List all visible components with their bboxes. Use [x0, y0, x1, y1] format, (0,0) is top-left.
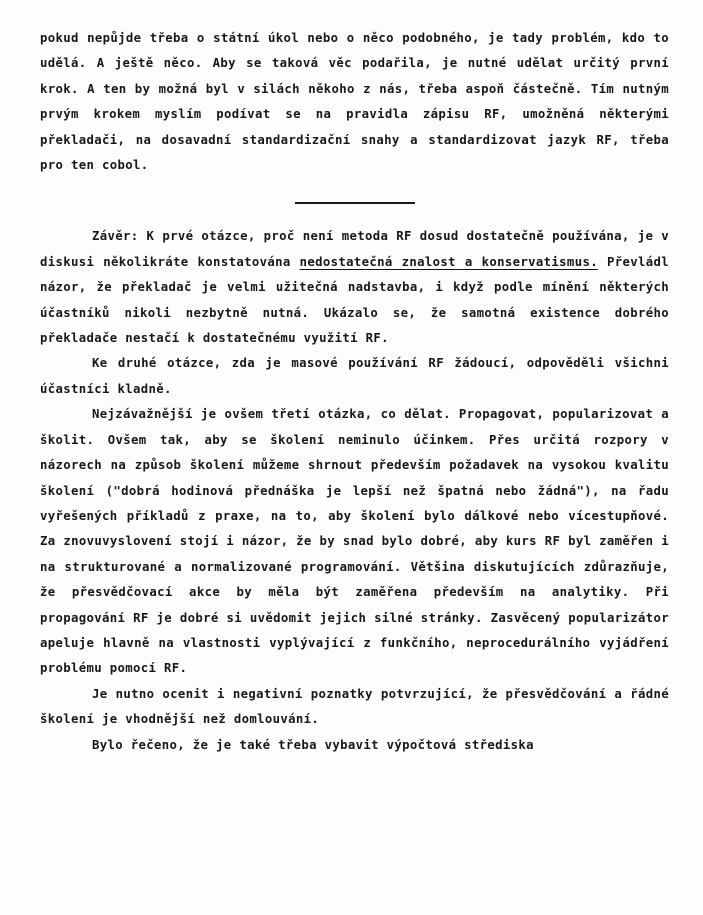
paragraph-treti-otazka: Nejzávažnější je ovšem třetí otázka, co dělat. Propagovat, popularizovat a školit. Ovšem tak, aby se školení neminulo účinkem. Přes určitá rozpory v názorech na způsob školení můžeme shrnout především požadavek na vysokou kvalitu školení ("dobrá hodinová přednáška je lepší než špatná nebo žádná"), na řadu vyřešených příkladů z praxe, na to, aby školení bylo dálkové nebo vícestupňové. Za znovuvyslovení stojí i názor, že by snad bylo dobré, aby kurs RF byl zaměřen i na strukturované a normalizované programování. Většina diskutujících zdůrazňuje, že přesvědčovací akce by měla být zaměřena především na analytiky. Při propagování RF je dobré si uvědomit jejich silné stránky. Zasvěcený popularizátor apeluje hlavně na vlastnosti vyplývající z funkčního, neprocedurálního vyjádření problému pomocí RF. — [40, 407, 669, 676]
section-divider — [40, 188, 669, 218]
zaver-text-after: Převládl názor, že překladač je velmi užitečná nadstavba, i když podle mínění některých účastníků nikoli nezbytně nutná. Ukázalo se, že samotná existence dobrého překladače nestačí k dostatečnému využití RF. — [40, 254, 669, 346]
horizontal-rule — [295, 202, 415, 204]
zaver-underlined-phrase: nedostatečná znalost a konservatismus. — [299, 254, 598, 269]
paragraph-vypoctova-strediska: Bylo řečeno, že je také třeba vybavit výpočtová střediska — [92, 737, 534, 752]
paragraph-intro: pokud nepůjde třeba o státní úkol nebo o něco podobného, je tady problém, kdo to udělá. A ještě něco. Aby se taková věc podařila, je nutné udělat určitý první krok. A ten by možná byl v silách někoho z nás, třeba aspoň částečně. Tím nutným prvým krokem myslím podívat se na pravidla zápisu RF, umožněná některými překladači, na dosavadní standardizační snahy a standardizovat jazyk RF, třeba pro ten cobol. — [40, 31, 669, 173]
paragraph-druha-otazka: Ke druhé otázce, zda je masové používání RF žádoucí, odpověděli všichni účastníci kladně. — [40, 356, 669, 396]
paragraph-negativni-poznatky: Je nutno ocenit i negativní poznatky potvrzující, že přesvědčování a řádné školení je vhodnější než domlouvání. — [40, 686, 669, 727]
paragraph-zaver — [40, 224, 669, 351]
zaver-text-before: Závěr: K prvé otázce, proč není metoda RF dosud dostatečně používána, je v diskusi několikráte konstatována — [40, 229, 669, 269]
